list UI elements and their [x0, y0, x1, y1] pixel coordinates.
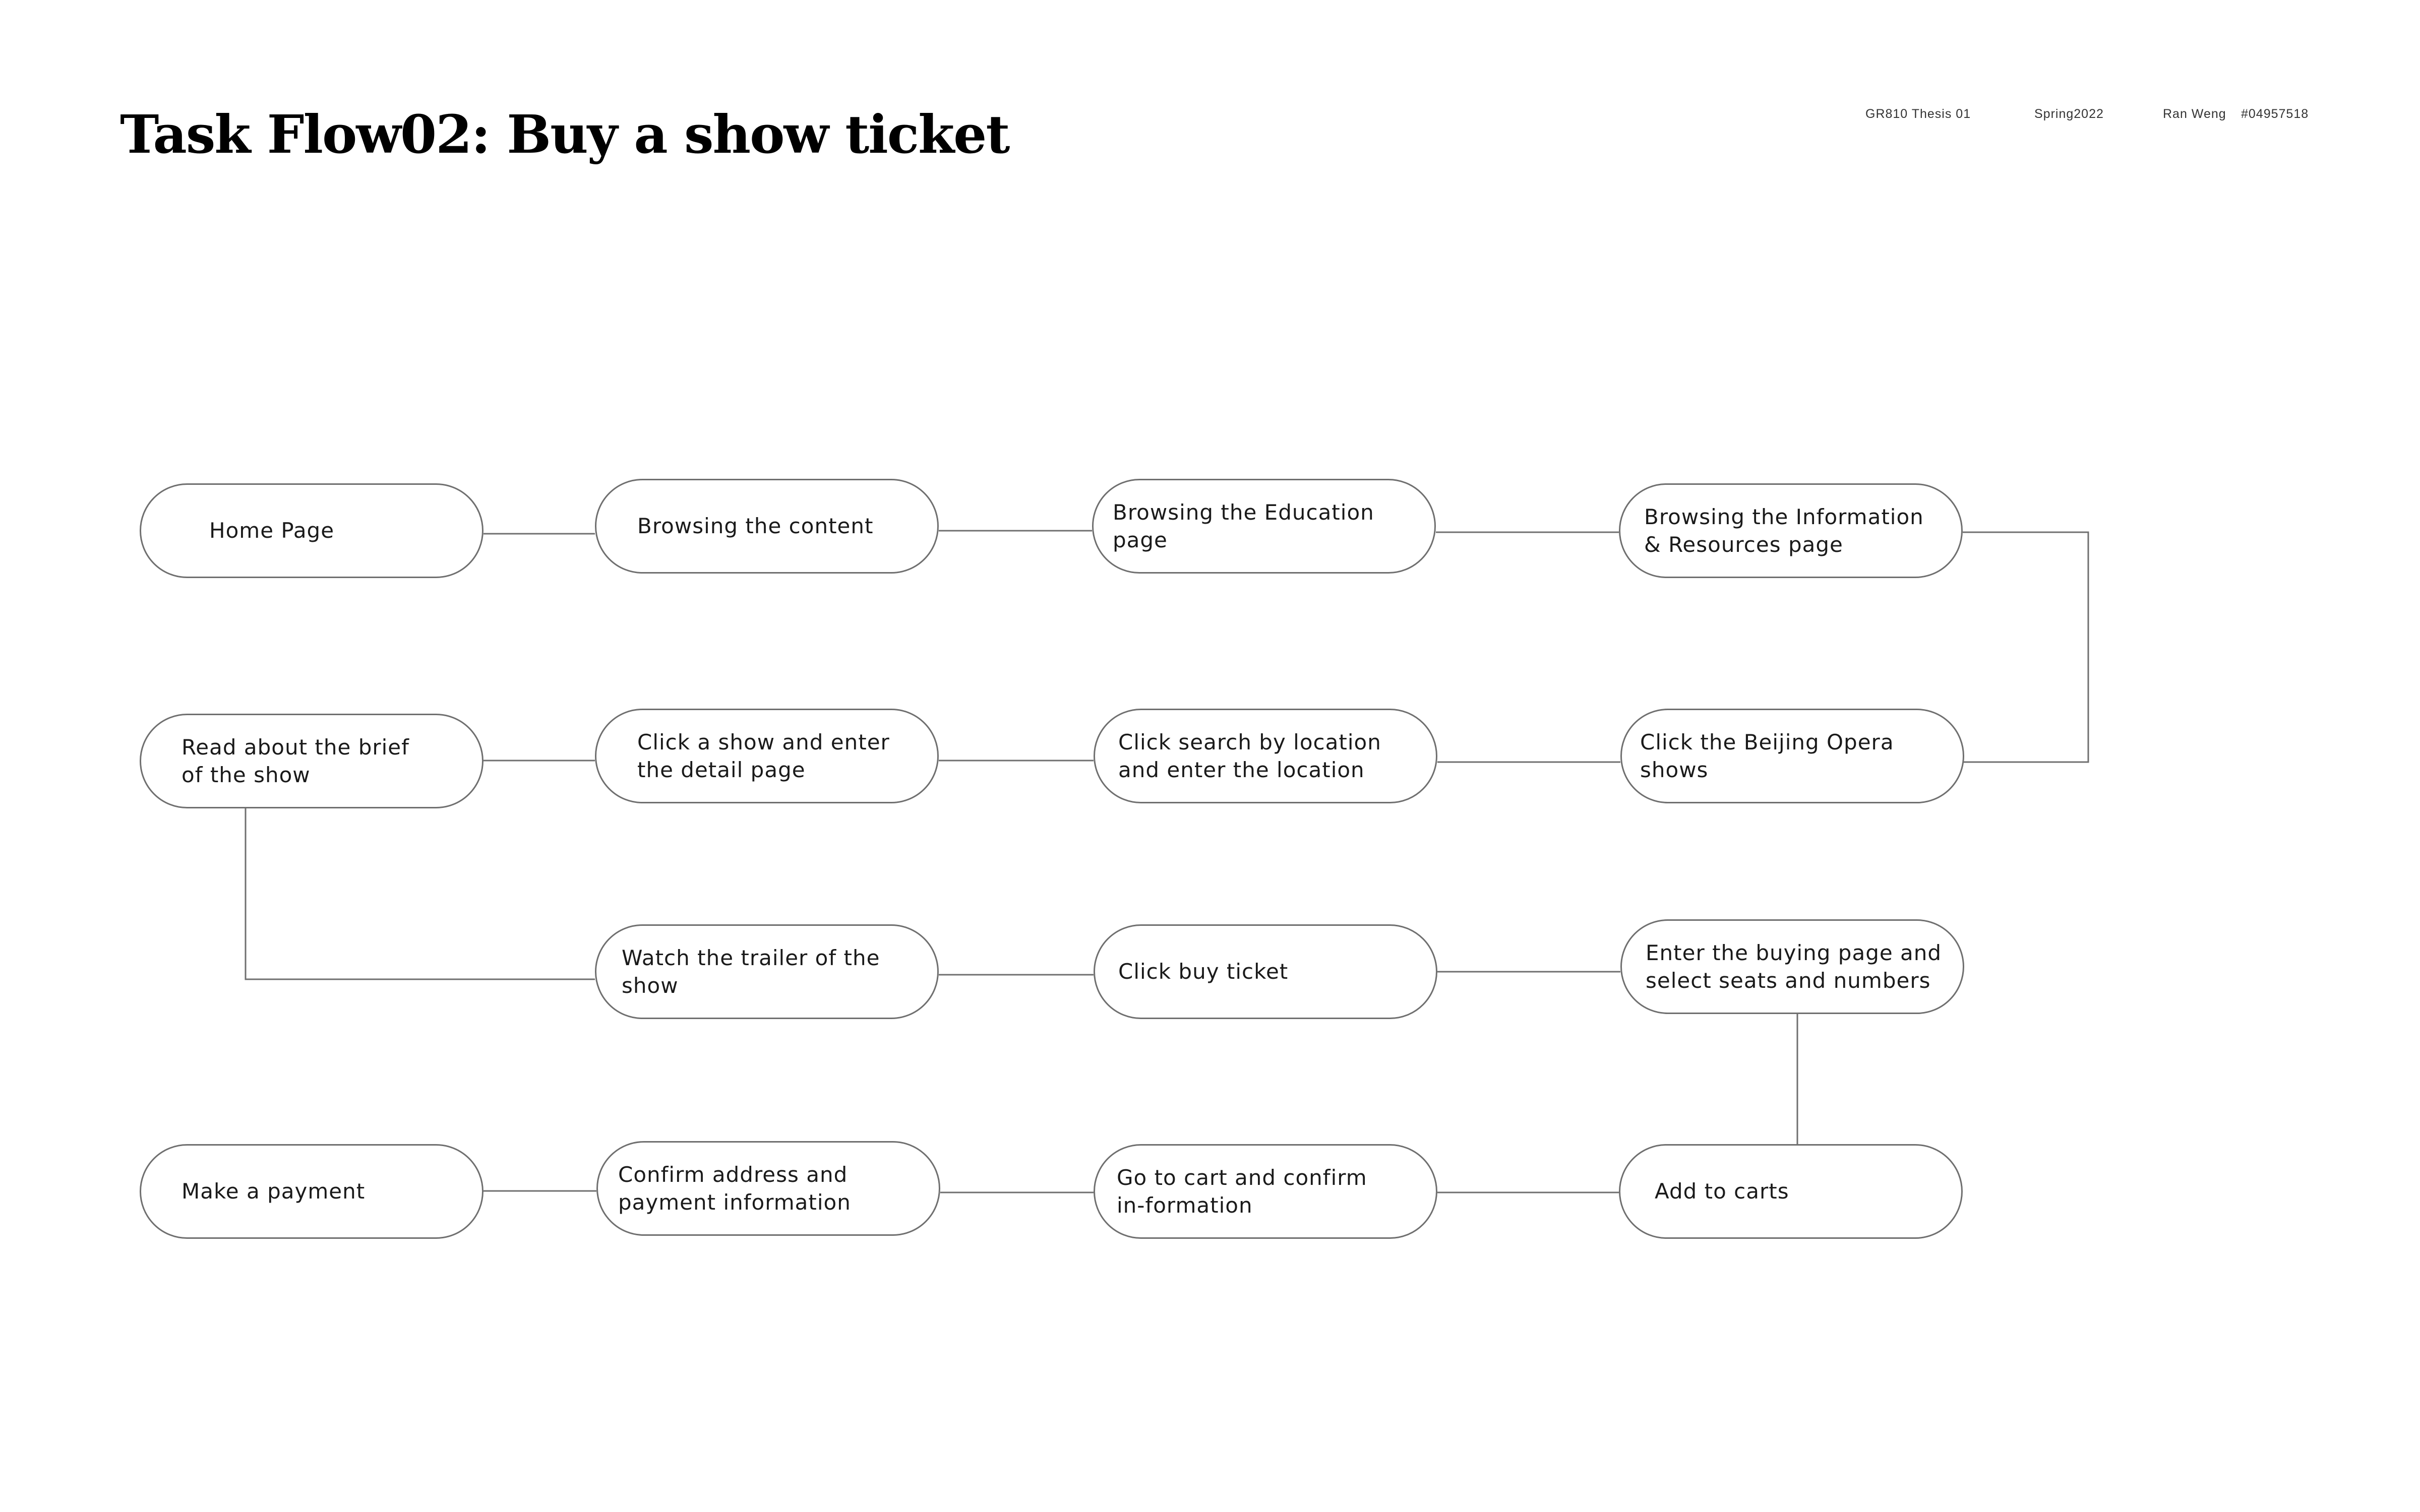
flow-step-label: Confirm address and payment information [618, 1162, 851, 1215]
flow-step-go-to-cart [1094, 1144, 1437, 1239]
flow-step-label: Read about the brief of the show [182, 734, 409, 787]
flow-step-click-search [1094, 709, 1437, 803]
student-id-label: #04957518 [2241, 107, 2309, 121]
flow-step-label: Browsing the Education page [1113, 499, 1374, 552]
flow-step-label: Click the Beijing Opera shows [1640, 729, 1894, 782]
flow-step-watch-trailer [595, 924, 939, 1019]
flow-step-label: Home Page [209, 518, 335, 543]
flow-step-enter-buying-page [1620, 919, 1964, 1014]
page-title: Task Flow02: Buy a show ticket [120, 103, 1009, 165]
flow-step-click-buy [1094, 924, 1437, 1019]
author-label: Ran Weng [2163, 107, 2226, 121]
flow-step-label: Browsing the Information & Resources page [1644, 504, 1924, 557]
course-label: GR810 Thesis 01 [1865, 107, 1971, 121]
flow-step-label: Browsing the content [637, 514, 874, 539]
flow-step-label: Click search by location and enter the location [1118, 729, 1381, 782]
flow-step-home-page [140, 483, 483, 578]
flow-step-add-to-carts [1619, 1144, 1963, 1239]
term-label: Spring2022 [2034, 107, 2104, 121]
flow-step-read-brief [140, 714, 483, 808]
flow-step-label: Click buy ticket [1118, 959, 1289, 984]
flow-step-make-payment [140, 1144, 483, 1239]
flow-step-browsing-information [1619, 483, 1963, 578]
connector-brief-to-trailer [246, 808, 595, 979]
flow-step-browsing-content [595, 479, 939, 574]
flow-step-label: Go to cart and confirm in-formation [1117, 1165, 1367, 1218]
flow-step-browsing-education [1092, 479, 1436, 574]
flow-step-label: Watch the trailer of the show [622, 945, 880, 998]
connector-info-to-opera [1963, 532, 2088, 762]
flow-step-label: Click a show and enter the detail page [637, 729, 890, 782]
flow-step-label: Make a payment [182, 1179, 366, 1204]
flow-step-confirm-address [596, 1141, 940, 1236]
flow-step-click-opera [1620, 709, 1964, 803]
flow-step-click-show [595, 709, 939, 803]
flow-step-label: Add to carts [1655, 1179, 1789, 1204]
flow-step-label: Enter the buying page and select seats and numbers [1646, 940, 1942, 993]
